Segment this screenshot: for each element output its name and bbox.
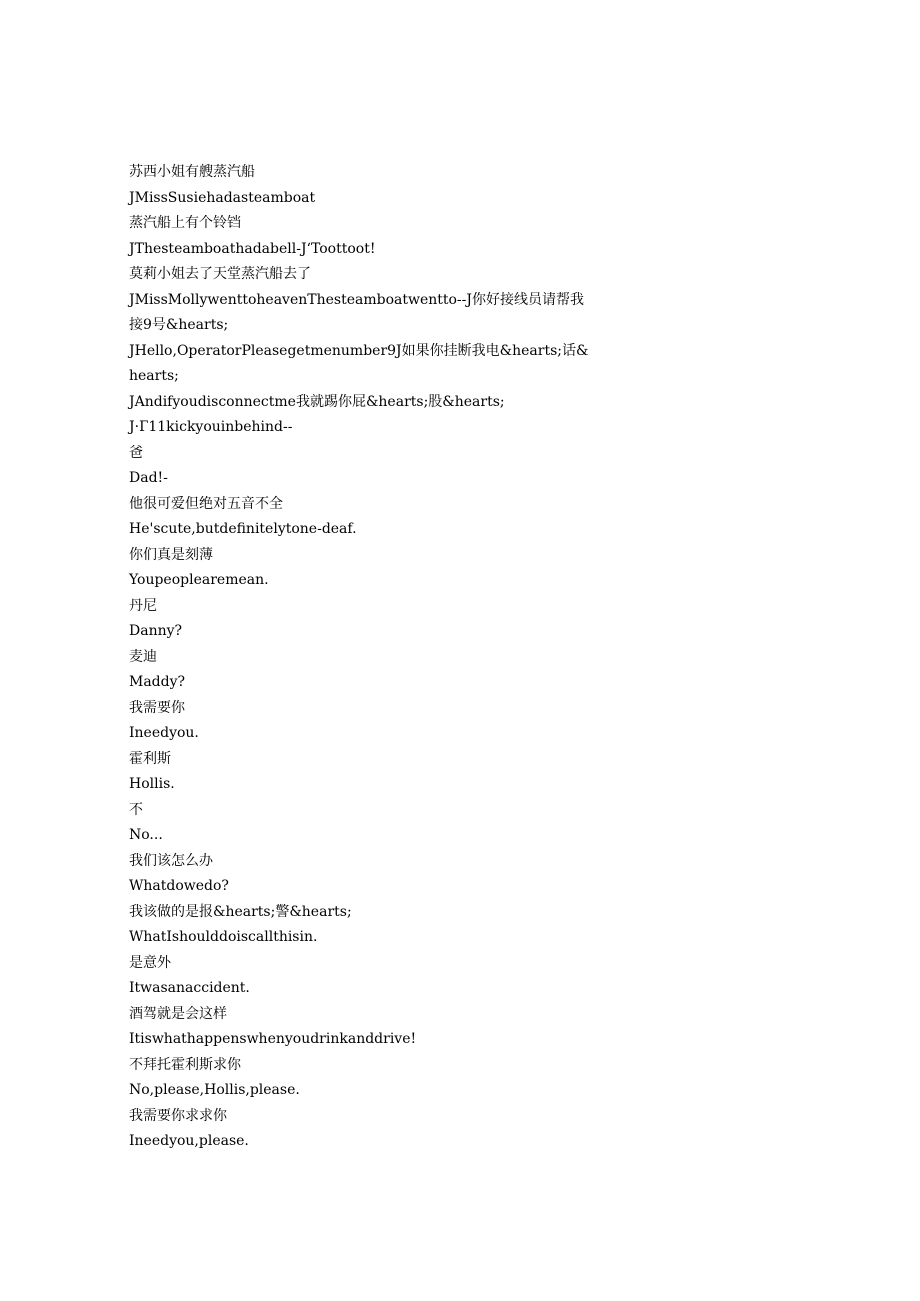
subtitle-line: No,please,Hollis,please. — [129, 1082, 300, 1098]
subtitle-line: 丹尼 — [129, 597, 157, 614]
subtitle-line: Whatdowedo? — [129, 878, 229, 894]
subtitle-line: 他很可爱但绝对五音不全 — [129, 495, 283, 512]
subtitle-line: 不拜托霍利斯求你 — [129, 1056, 241, 1073]
subtitle-line: 酒驾就是会这样 — [129, 1005, 227, 1022]
subtitle-line: Danny? — [129, 623, 183, 639]
subtitle-line: He'scute,butdefinitelytone-deaf. — [129, 521, 357, 537]
subtitle-line: 麦迪 — [129, 648, 157, 665]
subtitle-line: Ineedyou,please. — [129, 1133, 249, 1149]
subtitle-line: J·Г11kickyouinbehind-- — [129, 419, 293, 435]
subtitle-line: 你们真是刻薄 — [129, 546, 213, 563]
subtitle-line: 蒸汽船上有个铃铛 — [129, 215, 241, 231]
subtitle-line: WhatIshoulddoiscallthisin. — [129, 929, 318, 945]
subtitle-line: Itwasanaccident. — [129, 980, 250, 996]
subtitle-line: JHello,OperatorPleasegetmenumber9J如果你挂断我电&hearts;话&hearts; — [129, 342, 589, 384]
subtitle-line: 苏西小姐有艘蒸汽船 — [129, 164, 255, 180]
subtitle-line: Hollis. — [129, 776, 175, 792]
subtitle-line: No... — [129, 827, 163, 843]
subtitle-line: 不 — [129, 801, 143, 818]
subtitle-line: JThesteamboathadabell-JʻToottoot! — [129, 240, 376, 257]
subtitle-line: Ineedyou. — [129, 725, 199, 741]
subtitle-line: Maddy? — [129, 674, 186, 690]
subtitle-line: 我该做的是报&hearts;警&hearts; — [129, 903, 352, 920]
subtitle-line: Youpeoplearemean. — [129, 572, 269, 588]
subtitle-line: 我们该怎么办 — [129, 852, 213, 869]
subtitle-line: 霍利斯 — [129, 750, 171, 767]
subtitle-line: Dad!- — [129, 470, 168, 486]
subtitle-line: 我需要你 — [129, 699, 185, 716]
subtitle-line: JMissMollywenttoheavenThesteamboatwentto--J你好接线员请帮我接9号&hearts; — [129, 291, 585, 333]
subtitle-line: JMissSusiehadasteamboat — [129, 189, 316, 206]
subtitle-line: Itiswhathappenswhenyoudrinkanddrive! — [129, 1031, 417, 1047]
subtitle-text-body — [129, 160, 589, 1155]
subtitle-line: 莫莉小姐去了天堂蒸汽船去了 — [129, 266, 311, 282]
subtitle-line: 是意外 — [129, 954, 171, 971]
subtitle-line: 爸 — [129, 444, 143, 461]
subtitle-line: JAndifyoudisconnectme我就踢你屁&hearts;股&hearts; — [129, 393, 505, 410]
subtitle-line: 我需要你求求你 — [129, 1107, 227, 1124]
